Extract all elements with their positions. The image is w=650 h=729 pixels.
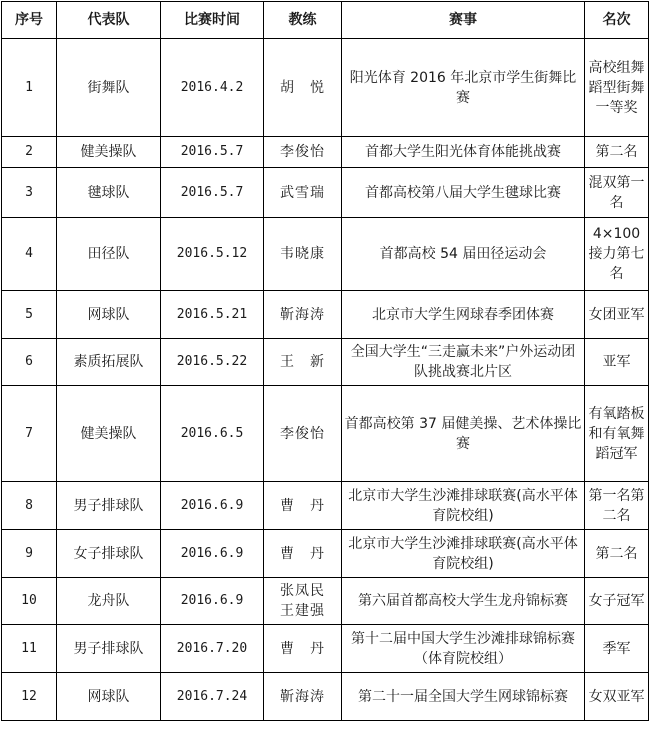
cell-event: 阳光体育 2016 年北京市学生街舞比赛 [342,39,585,137]
cell-event: 北京市大学生网球春季团体赛 [342,291,585,339]
header-team: 代表队 [57,2,161,39]
cell-index: 8 [2,482,57,530]
cell-team: 素质拓展队 [57,339,161,386]
cell-coach: 曹 丹 [264,625,342,673]
cell-rank: 女团亚军 [585,291,649,339]
cell-rank: 有氧踏板和有氧舞蹈冠军 [585,386,649,482]
coach-name-1: 张凤民 [280,583,325,599]
cell-coach: 靳海涛 [264,673,342,721]
cell-date: 2016.7.20 [161,625,264,673]
cell-event: 首都高校第八届大学生毽球比赛 [342,168,585,218]
cell-team: 网球队 [57,291,161,339]
cell-coach: 靳海涛 [264,291,342,339]
table-row [2,578,649,625]
cell-date: 2016.5.22 [161,339,264,386]
cell-team: 街舞队 [57,39,161,137]
cell-event: 首都大学生阳光体育体能挑战赛 [342,137,585,168]
cell-team: 毽球队 [57,168,161,218]
results-table [1,1,649,721]
cell-team: 田径队 [57,218,161,291]
cell-coach: 李俊怡 [264,386,342,482]
cell-event: 首都高校第 37 届健美操、艺术体操比赛 [342,386,585,482]
cell-team: 龙舟队 [57,578,161,625]
cell-rank: 女双亚军 [585,673,649,721]
cell-rank: 季军 [585,625,649,673]
table-row [2,168,649,218]
table-row [2,218,649,291]
cell-event: 北京市大学生沙滩排球联赛(高水平体育院校组) [342,482,585,530]
cell-event: 第二十一届全国大学生网球锦标赛 [342,673,585,721]
table-row [2,386,649,482]
cell-date: 2016.6.9 [161,482,264,530]
header-row [2,2,649,39]
cell-rank: 高校组舞蹈型街舞一等奖 [585,39,649,137]
header-coach: 教练 [264,2,342,39]
cell-coach: 王 新 [264,339,342,386]
cell-date: 2016.6.9 [161,530,264,578]
cell-event: 全国大学生“三走赢未来”户外运动团队挑战赛北片区 [342,339,585,386]
header-date: 比赛时间 [161,2,264,39]
header-rank: 名次 [585,2,649,39]
cell-coach: 曹 丹 [264,482,342,530]
table-row [2,339,649,386]
cell-coach: 韦晓康 [264,218,342,291]
cell-event: 首都高校 54 届田径运动会 [342,218,585,291]
cell-team: 健美操队 [57,137,161,168]
table-row [2,530,649,578]
table-row [2,625,649,673]
table-row [2,39,649,137]
cell-index: 2 [2,137,57,168]
cell-date: 2016.5.7 [161,137,264,168]
cell-coach: 曹 丹 [264,530,342,578]
header-index: 序号 [2,2,57,39]
cell-index: 5 [2,291,57,339]
cell-date: 2016.6.9 [161,578,264,625]
table-row [2,291,649,339]
cell-event: 北京市大学生沙滩排球联赛(高水平体育院校组) [342,530,585,578]
cell-coach: 李俊怡 [264,137,342,168]
cell-event: 第六届首都高校大学生龙舟锦标赛 [342,578,585,625]
cell-index: 12 [2,673,57,721]
cell-rank: 第二名 [585,530,649,578]
cell-rank: 4×100接力第七名 [585,218,649,291]
cell-team: 男子排球队 [57,482,161,530]
cell-team: 女子排球队 [57,530,161,578]
cell-index: 10 [2,578,57,625]
cell-date: 2016.4.2 [161,39,264,137]
table-row [2,137,649,168]
cell-index: 7 [2,386,57,482]
table-row [2,673,649,721]
cell-date: 2016.5.7 [161,168,264,218]
cell-team: 男子排球队 [57,625,161,673]
cell-coach [264,578,342,625]
cell-index: 1 [2,39,57,137]
cell-index: 9 [2,530,57,578]
cell-index: 3 [2,168,57,218]
cell-coach: 胡 悦 [264,39,342,137]
cell-rank: 第一名第二名 [585,482,649,530]
header-event: 赛事 [342,2,585,39]
cell-coach: 武雪瑞 [264,168,342,218]
cell-rank: 女子冠军 [585,578,649,625]
cell-team: 健美操队 [57,386,161,482]
cell-date: 2016.6.5 [161,386,264,482]
coach-name-2: 王建强 [280,603,325,619]
cell-index: 6 [2,339,57,386]
cell-date: 2016.7.24 [161,673,264,721]
cell-event: 第十二届中国大学生沙滩排球锦标赛（体育院校组） [342,625,585,673]
table-row [2,482,649,530]
cell-index: 4 [2,218,57,291]
cell-rank: 第二名 [585,137,649,168]
cell-rank: 混双第一名 [585,168,649,218]
cell-team: 网球队 [57,673,161,721]
cell-rank: 亚军 [585,339,649,386]
cell-index: 11 [2,625,57,673]
cell-date: 2016.5.21 [161,291,264,339]
cell-date: 2016.5.12 [161,218,264,291]
